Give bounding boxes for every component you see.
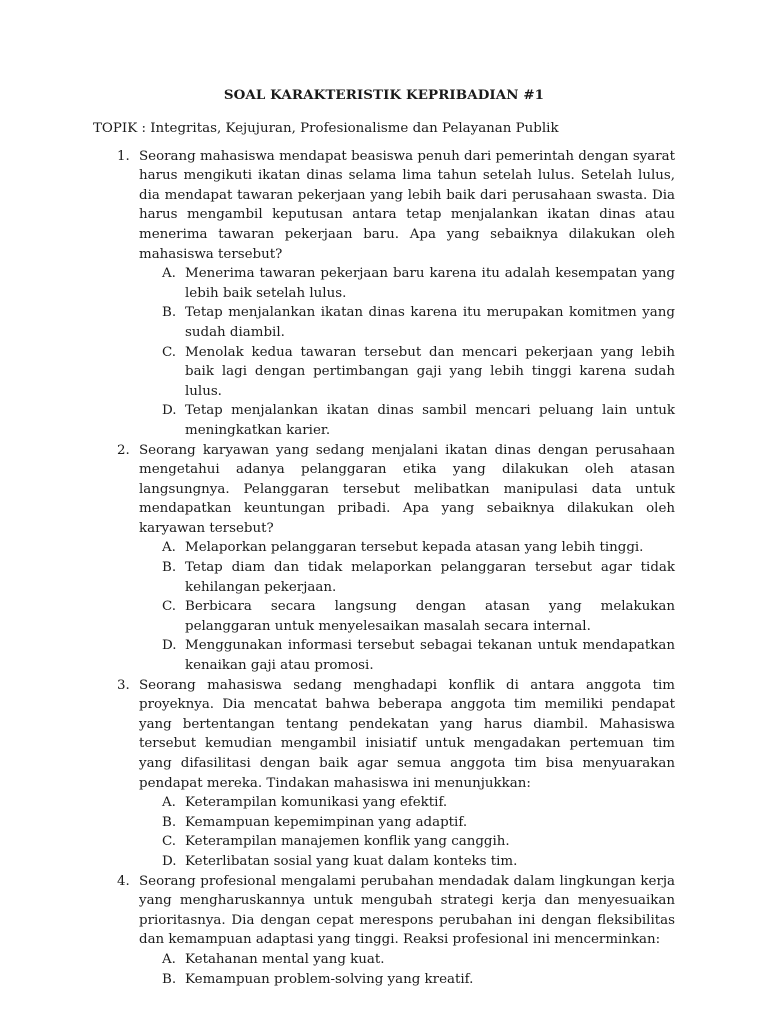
option-text: Ketahanan mental yang kuat. [185, 951, 385, 967]
option-text: Menggunakan informasi tersebut sebagai tekanan untuk mendapatkan kenaikan gaji atau promosi. [185, 638, 675, 674]
option-letter: C. [162, 834, 177, 850]
option-text: Berbicara secara langsung dengan atasan yang melakukan pelanggaran untuk menyelesaikan masalah secara internal. [185, 599, 675, 634]
option-text: Keterampilan manajemen konflik yang canggih. [185, 834, 510, 850]
topic-line: TOPIK : Integritas, Kejujuran, Profesionalisme dan Pelayanan Publik [93, 121, 559, 136]
answer-options [139, 538, 675, 675]
answer-option [139, 401, 675, 440]
option-letter: A. [162, 540, 176, 556]
option-letter: C. [162, 599, 177, 615]
question-item [93, 676, 675, 872]
answer-options [139, 793, 675, 871]
option-text: Menolak kedua tawaran tersebut dan mencari pekerjaan yang lebih baik lagi dengan pertimbangan gaji yang lebih tinggi karena sudah lulus. [185, 344, 675, 399]
option-letter: B. [162, 971, 177, 987]
answer-option [139, 303, 675, 342]
option-text: Tetap menjalankan ikatan dinas sambil mencari peluang lain untuk meningkatkan karier. [185, 403, 675, 438]
option-letter: A. [162, 951, 176, 967]
option-text: Melaporkan pelanggaran tersebut kepada atasan yang lebih tinggi. [185, 540, 644, 556]
answer-option [139, 597, 675, 636]
option-text: Keterampilan komunikasi yang efektif. [185, 795, 448, 811]
document-title: SOAL KARAKTERISTIK KEPRIBADIAN #1 [223, 87, 545, 103]
question-item [93, 872, 675, 990]
answer-option [139, 558, 675, 597]
answer-option [139, 343, 675, 402]
question-list [93, 147, 675, 990]
question-number: 3. [117, 677, 130, 693]
option-letter: D. [162, 638, 177, 654]
question-number: 4. [117, 873, 130, 889]
option-text: Keterlibatan sosial yang kuat dalam konteks tim. [185, 853, 518, 869]
option-text: Kemampuan problem-solving yang kreatif. [185, 971, 474, 987]
question-number: 2. [117, 442, 130, 458]
option-letter: D. [162, 853, 177, 869]
option-letter: B. [162, 560, 177, 576]
answer-option [139, 832, 675, 852]
answer-option [139, 813, 675, 833]
option-letter: A. [162, 266, 176, 282]
question-number: 1. [117, 148, 130, 164]
question-text: Seorang mahasiswa mendapat beasiswa penuh dari pemerintah dengan syarat harus mengikuti ikatan dinas selama lima tahun setelah lulus. Setelah lulus, dia mendapat tawaran pekerjaan yang lebih baik dari perusahaan swasta. Dia harus mengambil keputusan antara tetap menjalankan ikatan dinas atau menerima tawaran pekerjaan baru. Apa yang sebaiknya dilakukan oleh mahasiswa tersebut? [139, 148, 675, 262]
question-item [93, 147, 675, 441]
answer-options [139, 264, 675, 440]
option-letter: A. [162, 795, 176, 811]
option-text: Tetap diam dan tidak melaporkan pelanggaran tersebut agar tidak kehilangan pekerjaan. [185, 560, 675, 595]
option-letter: B. [162, 305, 177, 321]
option-text: Menerima tawaran pekerjaan baru karena itu adalah kesempatan yang lebih baik setelah lulus. [185, 266, 675, 301]
option-text: Tetap menjalankan ikatan dinas karena itu merupakan komitmen yang sudah diambil. [185, 305, 675, 340]
question-text: Seorang karyawan yang sedang menjalani ikatan dinas dengan perusahaan mengetahui adanya pelanggaran etika yang dilakukan oleh atasan langsungnya. Pelanggaran tersebut melibatkan manipulasi data untuk mendapatkan keuntungan pribadi. Apa yang sebaiknya dilakukan oleh karyawan tersebut? [139, 442, 675, 536]
option-letter: C. [162, 344, 177, 360]
answer-option [139, 970, 675, 990]
question-text: Seorang profesional mengalami perubahan mendadak dalam lingkungan kerja yang mengharuskannya untuk mengubah strategi kerja dan menyesuaikan prioritasnya. Dia dengan cepat merespons perubahan ini dengan fleksibilitas dan kemampuan adaptasi yang tinggi. Reaksi profesional ini mencerminkan: [139, 873, 675, 948]
question-item [93, 441, 675, 676]
answer-option [139, 852, 675, 872]
answer-option [139, 538, 675, 558]
option-letter: D. [162, 403, 177, 419]
answer-option [139, 950, 675, 970]
answer-option [139, 636, 675, 675]
option-text: Kemampuan kepemimpinan yang adaptif. [185, 814, 468, 830]
answer-options [139, 950, 675, 989]
question-text: Seorang mahasiswa sedang menghadapi konflik di antara anggota tim proyeknya. Dia mencatat bahwa beberapa anggota tim memiliki pendapat yang bertentangan tentang pendekatan yang harus diambil. Mahasiswa tersebut kemudian mengambil inisiatif untuk mengadakan pertemuan tim yang difasilitasi dengan baik agar semua anggota tim bisa menyuarakan pendapat mereka. Tindakan mahasiswa ini menunjukkan: [139, 677, 675, 791]
answer-option [139, 264, 675, 303]
answer-option [139, 793, 675, 813]
option-letter: B. [162, 814, 177, 830]
